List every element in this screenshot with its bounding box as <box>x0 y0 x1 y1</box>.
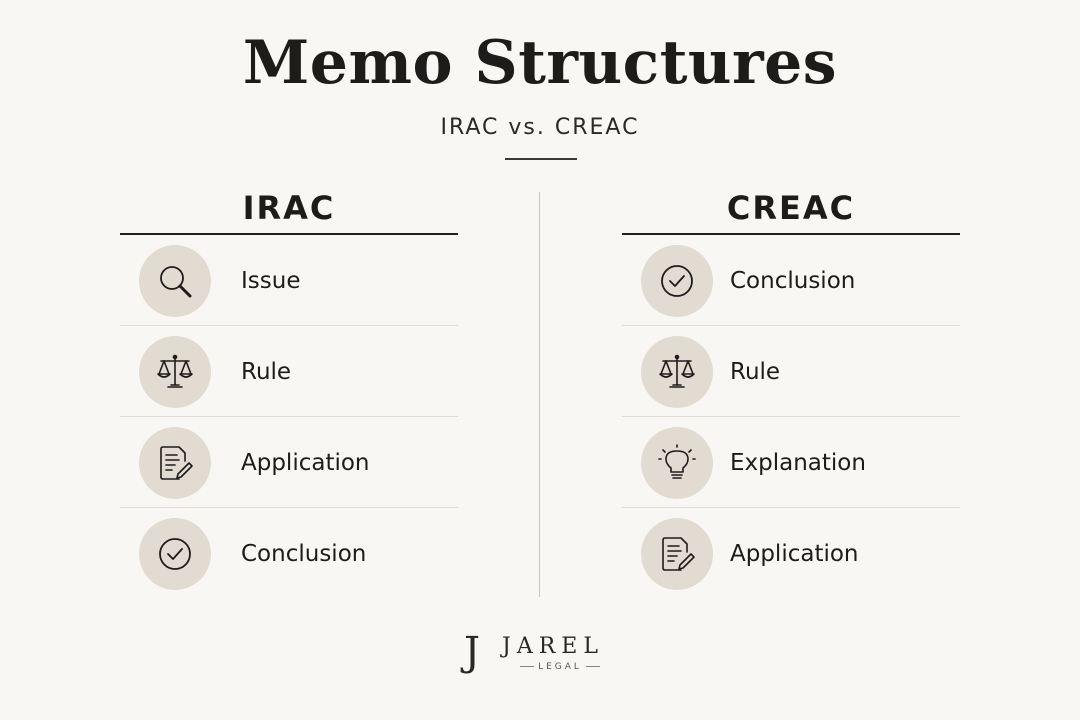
logo-mark: J <box>464 629 481 675</box>
magnifier-icon <box>139 245 211 317</box>
item-label: Conclusion <box>241 541 367 567</box>
column-divider <box>539 192 540 597</box>
title-underline <box>505 158 577 160</box>
irac-item-conclusion <box>120 508 458 598</box>
brand-logo <box>460 628 620 678</box>
creac-item-explanation <box>622 417 960 508</box>
check-circle-icon <box>641 245 713 317</box>
irac-item-application <box>120 417 458 508</box>
item-label: Conclusion <box>730 268 856 294</box>
item-label: Issue <box>241 268 301 294</box>
check-circle-icon <box>139 518 211 590</box>
irac-item-issue <box>120 235 458 326</box>
item-label: Application <box>241 450 370 476</box>
document-pen-icon <box>641 518 713 590</box>
scales-icon <box>641 336 713 408</box>
page-subtitle: IRAC vs. CREAC <box>440 115 640 140</box>
scales-icon <box>139 336 211 408</box>
item-label: Rule <box>241 359 292 385</box>
creac-heading: CREAC <box>622 185 960 235</box>
creac-item-rule <box>622 326 960 417</box>
document-pen-icon <box>139 427 211 499</box>
irac-item-rule <box>120 326 458 417</box>
irac-heading: IRAC <box>120 185 458 235</box>
creac-item-conclusion <box>622 235 960 326</box>
logo-name: JAREL <box>502 634 604 659</box>
creac-column <box>622 185 960 598</box>
page-title: Memo Structures <box>242 28 838 98</box>
item-label: Application <box>730 541 859 567</box>
irac-column <box>120 185 458 598</box>
lightbulb-icon <box>641 427 713 499</box>
logo-subtitle: LEGAL <box>512 662 608 672</box>
creac-item-application <box>622 508 960 598</box>
item-label: Rule <box>730 359 781 385</box>
item-label: Explanation <box>730 450 866 476</box>
